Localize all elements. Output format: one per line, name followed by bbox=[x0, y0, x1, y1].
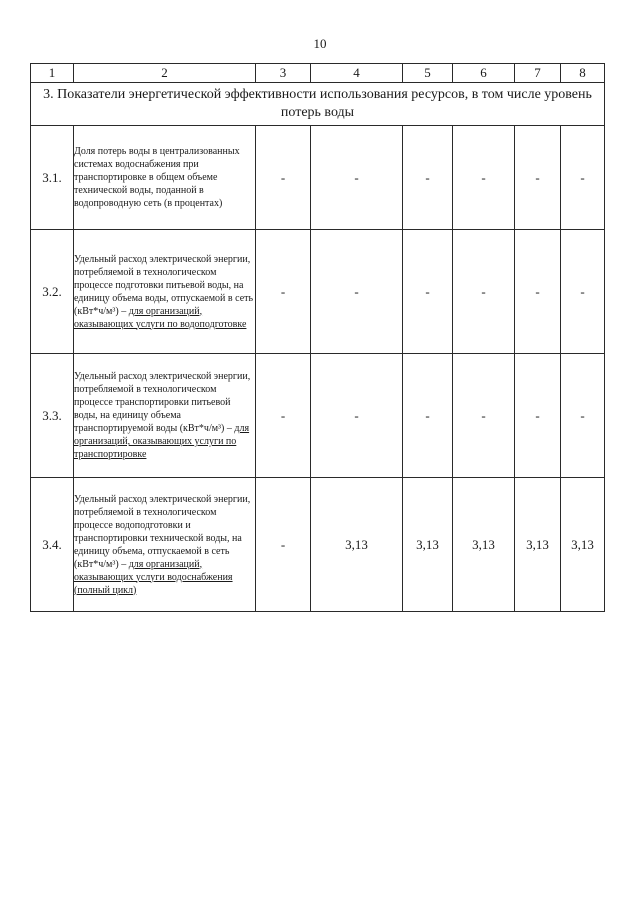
value-cell: - bbox=[515, 126, 561, 230]
row-description bbox=[74, 126, 256, 230]
value-cell: 3,13 bbox=[403, 478, 453, 612]
row-description bbox=[74, 478, 256, 612]
header-cell: 6 bbox=[453, 64, 515, 83]
row-number: 3.4. bbox=[31, 478, 74, 612]
value-cell: 3,13 bbox=[561, 478, 605, 612]
value-cell: - bbox=[453, 230, 515, 354]
row-number: 3.1. bbox=[31, 126, 74, 230]
value-cell: - bbox=[256, 478, 311, 612]
value-cell: - bbox=[311, 354, 403, 478]
table-row bbox=[31, 478, 605, 612]
value-cell: - bbox=[561, 126, 605, 230]
value-cell: - bbox=[256, 126, 311, 230]
row-description bbox=[74, 354, 256, 478]
indicators-table bbox=[30, 63, 605, 612]
description-text: Удельный расход электрической энергии, потребляемой в технологическом процессе водоподготовки и транспортировки технической воды, на единицу объема, отпускаемой в сеть (кВт*ч/м³) – bbox=[74, 493, 251, 570]
row-number: 3.3. bbox=[31, 354, 74, 478]
description-underlined-text: для организаций, оказывающих услуги по водоподготовке bbox=[74, 305, 247, 330]
table-row bbox=[31, 230, 605, 354]
value-cell: - bbox=[403, 230, 453, 354]
row-number: 3.2. bbox=[31, 230, 74, 354]
header-cell: 2 bbox=[74, 64, 256, 83]
description-text: Удельный расход электрической энергии, потребляемой в технологическом процессе транспортировки питьевой воды, на единицу объема транспортируемой воды (кВт*ч/м³) – bbox=[74, 371, 251, 434]
value-cell: - bbox=[453, 354, 515, 478]
table-row bbox=[31, 354, 605, 478]
table-row bbox=[31, 126, 605, 230]
description-underlined-text: для организаций, оказывающих услуги по транспортировке bbox=[74, 423, 250, 460]
page-number: 10 bbox=[313, 36, 327, 51]
section-title-row bbox=[31, 83, 605, 126]
header-cell: 4 bbox=[311, 64, 403, 83]
value-cell: - bbox=[256, 354, 311, 478]
value-cell: 3,13 bbox=[453, 478, 515, 612]
description-text: Доля потерь воды в централизованных системах водоснабжения при транспортировке в общем объеме технической воды, поданной в водопроводную сеть (в процентах) bbox=[74, 146, 240, 209]
row-description bbox=[74, 230, 256, 354]
value-cell: - bbox=[256, 230, 311, 354]
header-cell: 7 bbox=[515, 64, 561, 83]
value-cell: 3,13 bbox=[515, 478, 561, 612]
value-cell: - bbox=[311, 230, 403, 354]
value-cell: - bbox=[403, 354, 453, 478]
value-cell: - bbox=[561, 354, 605, 478]
value-cell: 3,13 bbox=[311, 478, 403, 612]
header-cell: 3 bbox=[256, 64, 311, 83]
value-cell: - bbox=[561, 230, 605, 354]
column-numbers-row bbox=[31, 64, 605, 83]
description-text: Удельный расход электрической энергии, потребляемой в технологическом процессе подготовки питьевой воды, на единицу объема воды, отпускаемой в сеть (кВт*ч/м³) – bbox=[74, 253, 254, 317]
value-cell: - bbox=[515, 354, 561, 478]
header-cell: 1 bbox=[31, 64, 74, 83]
header-cell: 8 bbox=[561, 64, 605, 83]
header-cell: 5 bbox=[403, 64, 453, 83]
section-title: 3. Показатели энергетической эффективности использования ресурсов, в том числе уровень потерь воды bbox=[31, 83, 605, 126]
description-underlined-text: для организаций, оказывающих услуги водоснабжения (полный цикл) bbox=[74, 558, 233, 596]
value-cell: - bbox=[311, 126, 403, 230]
value-cell: - bbox=[515, 230, 561, 354]
value-cell: - bbox=[403, 126, 453, 230]
value-cell: - bbox=[453, 126, 515, 230]
